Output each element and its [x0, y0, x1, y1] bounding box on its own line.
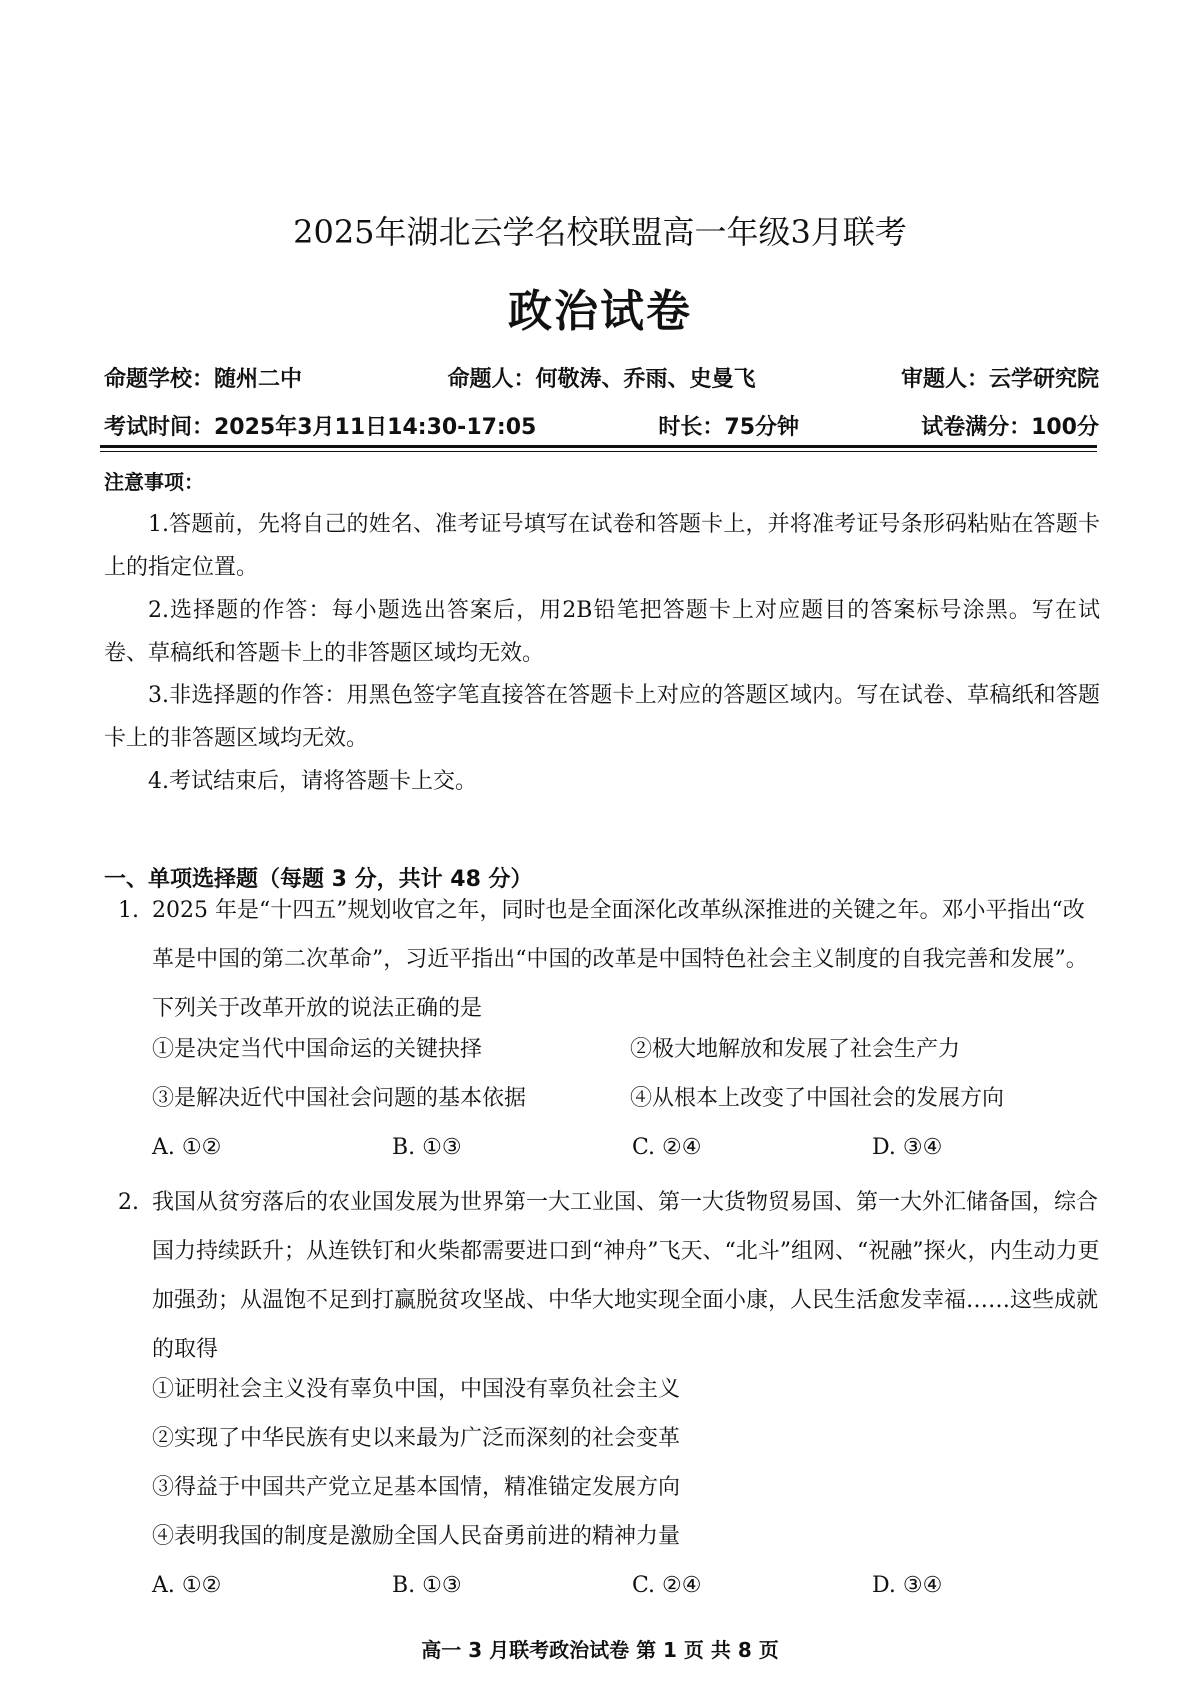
answer-choice: B. ①③: [392, 1135, 462, 1160]
meta-school: 命题学校：随州二中: [104, 367, 303, 392]
question-number: 2.: [118, 1190, 139, 1215]
question-option: ②实现了中华民族有史以来最为广泛而深刻的社会变革: [152, 1426, 681, 1451]
answer-choice: D. ③④: [872, 1135, 943, 1160]
answer-choice: A. ①②: [152, 1573, 222, 1598]
question-option: ④表明我国的制度是激励全国人民奋勇前进的精神力量: [152, 1524, 681, 1549]
answer-choice: B. ①③: [392, 1573, 462, 1598]
meta-exam-time: 考试时间：2025年3月11日14:30-17:05: [104, 415, 537, 440]
question-option: ③是解决近代中国社会问题的基本依据: [152, 1086, 527, 1111]
meta-full-score: 试卷满分：100分: [921, 415, 1099, 440]
question-number: 1.: [118, 898, 139, 923]
answer-choice: C. ②④: [632, 1135, 702, 1160]
question-stem: 2025 年是“十四五”规划收官之年，同时也是全面深化改革纵深推进的关键之年。邓小平指出“改革是中国的第二次革命”，习近平指出“中国的改革是中国特色社会主义制度的自我完善和发展”。下列关于改革开放的说法正确的是: [152, 898, 1088, 1021]
meta-authors: 命题人：何敬涛、乔雨、史曼飞: [447, 367, 756, 392]
question-stem: 我国从贫穷落后的农业国发展为世界第一大工业国、第一大货物贸易国、第一大外汇储备国，综合国力持续跃升；从连铁钉和火柴都需要进口到“神舟”飞天、“北斗”组网、“祝融”探火，内生动力更加强劲；从温饱不足到打赢脱贫攻坚战、中华大地实现全面小康，人民生活愈发幸福……这些成就的取得: [152, 1190, 1100, 1362]
question-option: ④从根本上改变了中国社会的发展方向: [630, 1086, 1005, 1111]
header-divider-thick: [100, 445, 1097, 448]
meta-duration: 时长：75分钟: [658, 415, 800, 440]
question-option: ③得益于中国共产党立足基本国情，精准锚定发展方向: [152, 1475, 681, 1500]
meta-row-exam-info: [104, 410, 1099, 441]
question-option: ①证明社会主义没有辜负中国，中国没有辜负社会主义: [152, 1377, 681, 1402]
question-option: ①是决定当代中国命运的关键抉择: [152, 1037, 483, 1062]
page-footer: 高一 3 月联考政治试卷 第 1 页 共 8 页: [421, 1638, 779, 1662]
answer-choice: A. ①②: [152, 1135, 222, 1160]
notice-item: 1.答题前，先将自己的姓名、准考证号填写在试卷和答题卡上，并将准考证号条形码粘贴在答题卡上的指定位置。: [104, 512, 1100, 580]
question-option: ②极大地解放和发展了社会生产力: [630, 1037, 961, 1062]
exam-title: 2025年湖北云学名校联盟高一年级3月联考: [293, 213, 907, 251]
notice-item: 4.考试结束后，请将答题卡上交。: [148, 769, 477, 794]
section-heading: 一、单项选择题（每题 3 分，共计 48 分）: [104, 867, 533, 892]
subject-title: 政治试卷: [508, 286, 692, 337]
notice-item: 2.选择题的作答：每小题选出答案后，用2B铅笔把答题卡上对应题目的答案标号涂黑。写在试卷、草稿纸和答题卡上的非答题区域均无效。: [104, 598, 1100, 666]
answer-choice: D. ③④: [872, 1573, 943, 1598]
header-divider-thin: [100, 451, 1097, 452]
answer-choice: C. ②④: [632, 1573, 702, 1598]
meta-row-authors: [104, 362, 1099, 393]
meta-reviewer: 审题人：云学研究院: [900, 367, 1099, 392]
notice-heading: 注意事项：: [104, 470, 204, 494]
notice-item: 3.非选择题的作答：用黑色签字笔直接答在答题卡上对应的答题区域内。写在试卷、草稿纸和答题卡上的非答题区域均无效。: [104, 683, 1100, 751]
